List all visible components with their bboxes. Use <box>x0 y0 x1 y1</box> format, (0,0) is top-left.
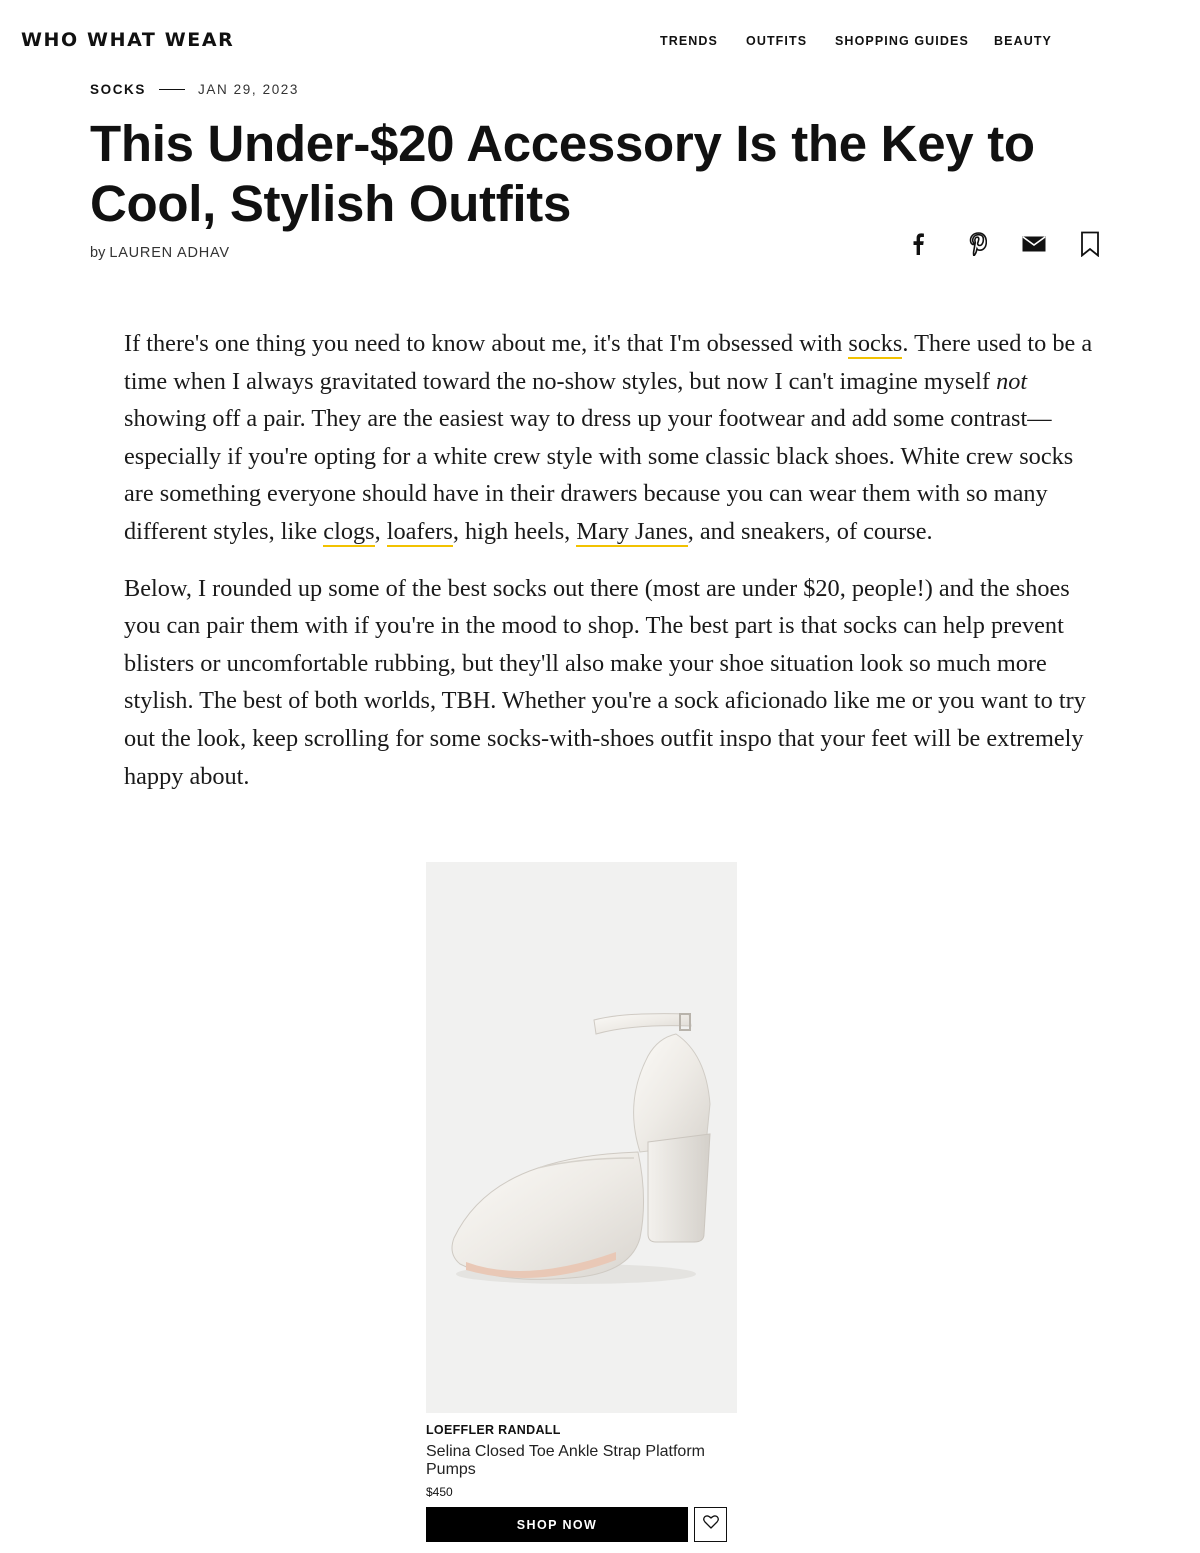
product-brand[interactable]: LOEFFLER RANDALL <box>426 1423 561 1437</box>
main-nav <box>0 34 1200 52</box>
site-logo[interactable]: WHO WHAT WEAR <box>21 29 235 51</box>
nav-item-shopping-guides[interactable]: SHOPPING GUIDES <box>835 34 969 48</box>
shop-now-button[interactable]: SHOP NOW <box>426 1507 688 1542</box>
category-link[interactable]: SOCKS <box>90 81 147 97</box>
wishlist-button[interactable] <box>694 1507 727 1542</box>
link-loafers[interactable]: loafers <box>386 517 453 545</box>
emphasis-not: not <box>996 367 1028 395</box>
publish-date: JAN 29, 2023 <box>198 81 300 97</box>
product-card <box>426 862 737 1542</box>
bookmark-icon[interactable] <box>1075 229 1105 259</box>
link-clogs[interactable]: clogs <box>323 517 375 545</box>
product-name[interactable]: Selina Closed Toe Ankle Strap Platform Pumps <box>426 1443 705 1478</box>
nav-item-beauty[interactable]: BEAUTY <box>994 34 1052 48</box>
product-price: $450 <box>426 1485 453 1499</box>
product-image[interactable] <box>426 862 737 1413</box>
article-body <box>124 325 1094 814</box>
mail-icon[interactable] <box>1019 229 1049 259</box>
heart-icon <box>703 1515 719 1534</box>
paragraph-1: If there's one thing you need to know about me, it's that I'm obsessed with socks. There used to be a time when I always gravitated toward the no-show styles, but now I can't imagine myself not showing off a pair. They are the easiest way to dress up your footwear and add some contrast—especially if you're opting for a white crew style with some classic black shoes. White crew socks are something everyone should have in their drawers because you can wear them with so many different styles, like clogs, loafers, high heels, Mary Janes, and sneakers, of course. <box>124 330 1093 545</box>
article-title: This Under-$20 Accessory Is the Key to Cool, Stylish Outfits <box>90 115 1035 232</box>
byline-prefix: by <box>90 245 106 261</box>
facebook-icon[interactable] <box>903 229 933 259</box>
paragraph-2: Below, I rounded up some of the best socks out there (most are under $20, people!) and the shoes you can pair them with if you're in the mood to shop. The best part is that socks can help prevent blisters or uncomfortable rubbing, but they'll also make your shoe situation look so much more stylish. The best of both worlds, TBH. Whether you're a sock aficionado like me or you want to try out the look, keep scrolling for some socks-with-shoes outfit inspo that your feet will be extremely happy about. <box>124 574 1086 790</box>
nav-item-trends[interactable]: TRENDS <box>660 34 718 48</box>
link-socks[interactable]: socks <box>848 330 903 357</box>
byline <box>90 245 230 261</box>
meta-divider <box>159 89 185 90</box>
share-bar <box>900 229 1110 259</box>
link-mary-janes[interactable]: Mary Janes <box>576 517 688 545</box>
article-meta <box>90 80 299 98</box>
nav-item-outfits[interactable]: OUTFITS <box>746 34 808 48</box>
author-name[interactable]: LAUREN ADHAV <box>109 245 230 261</box>
pinterest-icon[interactable] <box>963 229 993 259</box>
product-actions <box>426 1507 737 1542</box>
